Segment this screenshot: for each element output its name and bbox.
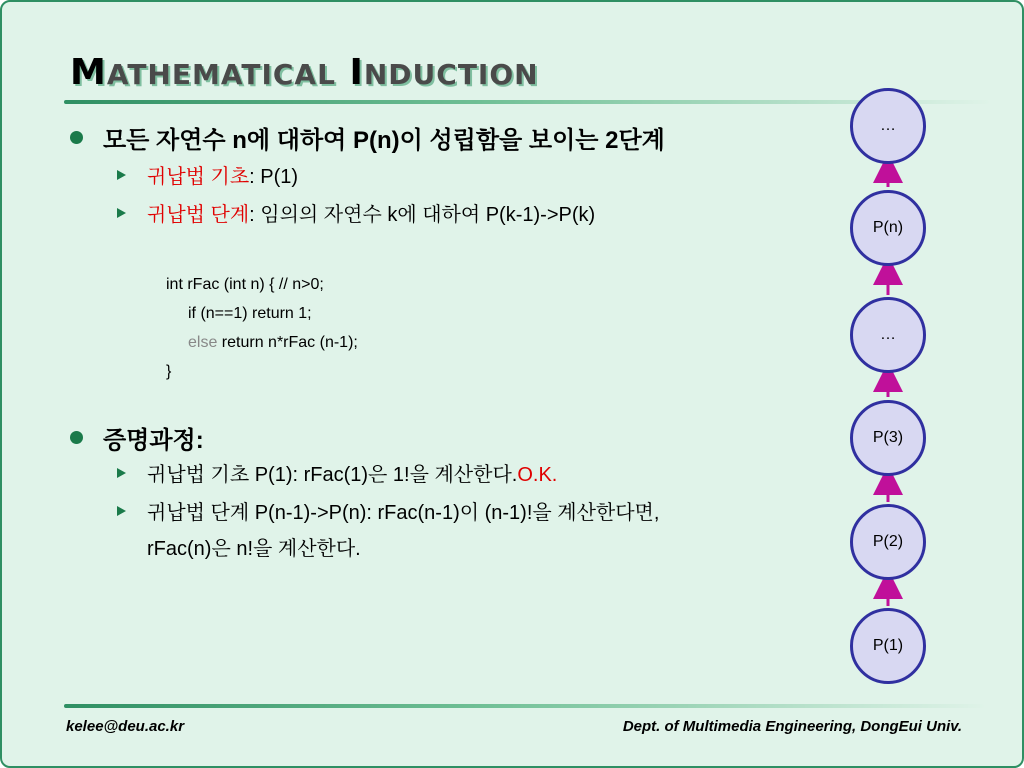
bullet-dot-icon [70, 131, 83, 144]
step-base-text: : P(1) [249, 166, 299, 188]
footer-department: Dept. of Multimedia Engineering, DongEui Univ. [622, 718, 962, 735]
slide-title [70, 52, 539, 93]
code-line-3 [166, 328, 358, 357]
proof-base [117, 458, 557, 487]
code-line-4: } [166, 363, 172, 380]
footer-email: kelee@deu.ac.kr [66, 718, 185, 735]
proof-inductive-text: 귀납법 단계 P(n-1)->P(n): rFac(n-1)이 (n-1)!을 계산한다면, [147, 502, 660, 524]
title-divider [64, 100, 989, 104]
chain-node-p2: P(2) [850, 504, 926, 580]
proof-inductive-continued [147, 532, 361, 561]
title-initial-m: M [70, 52, 107, 93]
code-line-1: int rFac (int n) { // n>0; [166, 276, 324, 293]
proof-inductive [117, 496, 659, 525]
step-inductive-label: 귀납법 단계 [147, 204, 250, 226]
proof-inductive-cont-text: rFac(n)은 n!을 계산한다. [147, 538, 361, 560]
step-inductive [117, 198, 595, 227]
bullet-two-steps-text: 모든 자연수 n에 대하여 P(n)이 성립함을 보이는 2단계 [103, 127, 665, 154]
triangle-arrow-icon [117, 506, 126, 516]
step-base [117, 160, 298, 189]
title-word-induction: NDUCTION [363, 58, 539, 91]
triangle-arrow-icon [117, 468, 126, 478]
title-word-mathematical: ATHEMATICAL [106, 58, 336, 91]
chain-node-ellipsis-mid: … [850, 297, 926, 373]
bullet-proof-text: 증명과정: [103, 427, 204, 454]
code-line-3-rest: return n*rFac (n-1); [217, 334, 358, 351]
chain-node-p1: P(1) [850, 608, 926, 684]
step-inductive-text: : 임의의 자연수 k에 대하여 P(k-1)->P(k) [249, 204, 596, 226]
step-base-label: 귀납법 기초 [147, 166, 250, 188]
code-keyword-else: else [188, 334, 218, 351]
triangle-arrow-icon [117, 208, 126, 218]
code-block [166, 270, 358, 386]
code-line-2: if (n==1) return 1; [188, 305, 312, 322]
title-initial-i: I [349, 52, 364, 93]
proof-base-text: 귀납법 기초 P(1): rFac(1)은 1!을 계산한다. [147, 464, 518, 486]
chain-node-pn: P(n) [850, 190, 926, 266]
chain-node-p3: P(3) [850, 400, 926, 476]
proof-base-ok: O.K. [517, 464, 558, 486]
bullet-dot-icon [70, 431, 83, 444]
bullet-two-steps [70, 120, 665, 155]
chain-node-ellipsis-top: … [850, 88, 926, 164]
bullet-proof [70, 420, 204, 455]
footer-divider [64, 704, 984, 708]
triangle-arrow-icon [117, 170, 126, 180]
